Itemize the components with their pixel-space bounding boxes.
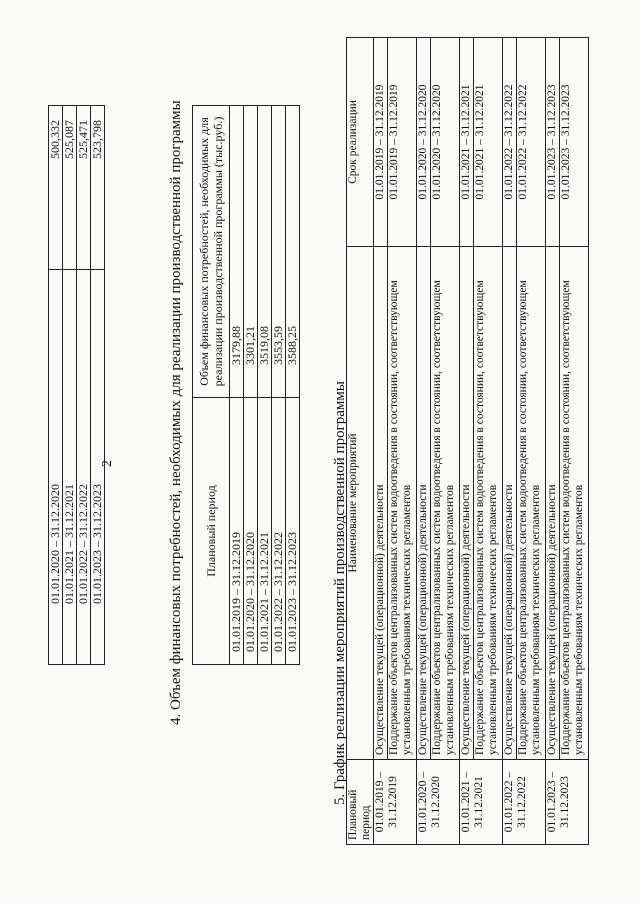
table-row bbox=[258, 106, 272, 665]
table-row bbox=[244, 106, 258, 665]
activity-cell: Осуществление текущей (операционной) деятельности bbox=[460, 247, 474, 760]
table-row bbox=[272, 106, 286, 665]
period-cell: 01.01.2022 – 31.12.2022 bbox=[503, 760, 546, 845]
period-cell: 01.01.2021 – 31.12.2021 bbox=[258, 398, 272, 665]
schedule-table bbox=[346, 37, 589, 845]
financial-needs-table bbox=[192, 105, 300, 665]
table-header-row bbox=[347, 38, 374, 845]
period-cell: 01.01.2022 – 31.12.2022 bbox=[77, 270, 91, 665]
activity-cell: Поддержание объектов централизованных систем водоотведения в состоянии, соответствующем установленным требованиям технических регламентов bbox=[474, 247, 503, 760]
amount-cell: 3553,59 bbox=[272, 106, 286, 398]
activity-cell: Поддержание объектов централизованных систем водоотведения в состоянии, соответствующем установленным требованиям технических регламентов bbox=[560, 247, 589, 760]
period-cell: 01.01.2023 – 31.12.2023 bbox=[91, 270, 105, 665]
section-4-heading: 4. Объем финансовых потребностей, необходимых для реализации производственной программы bbox=[168, 100, 184, 725]
column-header-period: Плановый период bbox=[347, 760, 374, 845]
table-row bbox=[460, 38, 474, 845]
table-row bbox=[517, 38, 546, 845]
table-row bbox=[474, 38, 503, 845]
table-row bbox=[431, 38, 460, 845]
activity-cell: Поддержание объектов централизованных систем водоотведения в состоянии, соответствующем установленным требованиям технических регламентов bbox=[517, 247, 546, 760]
amount-cell: 3301,21 bbox=[244, 106, 258, 398]
table-row bbox=[560, 38, 589, 845]
period-cell: 01.01.2023 – 31.12.2023 bbox=[546, 760, 589, 845]
activity-cell: Осуществление текущей (операционной) деятельности bbox=[417, 247, 431, 760]
table-row bbox=[388, 38, 417, 845]
period-cell: 01.01.2020 – 31.12.2020 bbox=[49, 270, 63, 665]
value-cell: 523,798 bbox=[91, 106, 105, 270]
value-cell: 525,087 bbox=[63, 106, 77, 270]
activity-cell: Осуществление текущей (операционной) деятельности bbox=[374, 247, 388, 760]
activity-cell: Поддержание объектов централизованных систем водоотведения в состоянии, соответствующем установленным требованиям технических регламентов bbox=[431, 247, 460, 760]
table-row bbox=[77, 106, 91, 665]
table-row bbox=[49, 106, 63, 665]
table-row bbox=[286, 106, 300, 665]
value-cell: 500,332 bbox=[49, 106, 63, 270]
value-cell: 525,471 bbox=[77, 106, 91, 270]
period-cell: 01.01.2023 – 31.12.2023 bbox=[286, 398, 300, 665]
term-cell: 01.01.2022 – 31.12.2022 bbox=[503, 38, 517, 247]
period-cell: 01.01.2020 – 31.12.2020 bbox=[244, 398, 258, 665]
table-row bbox=[230, 106, 244, 665]
table-row bbox=[63, 106, 77, 665]
activity-cell: Осуществление текущей (операционной) деятельности bbox=[503, 247, 517, 760]
term-cell: 01.01.2020 – 31.12.2020 bbox=[431, 38, 460, 247]
column-header-period: Плановый период bbox=[193, 398, 230, 665]
amount-cell: 3588,25 bbox=[286, 106, 300, 398]
term-cell: 01.01.2021 – 31.12.2021 bbox=[474, 38, 503, 247]
period-cell: 01.01.2021 – 31.12.2021 bbox=[460, 760, 503, 845]
amount-cell: 3519,08 bbox=[258, 106, 272, 398]
page-number: 2 bbox=[100, 460, 115, 467]
period-cell: 01.01.2021 – 31.12.2021 bbox=[63, 270, 77, 665]
table-row bbox=[546, 38, 560, 845]
term-cell: 01.01.2019 – 31.12.2019 bbox=[374, 38, 388, 247]
activity-cell: Осуществление текущей (операционной) деятельности bbox=[546, 247, 560, 760]
column-header-term: Срок реализации bbox=[347, 38, 374, 247]
section-5-heading: 5. График реализации мероприятий производственной программы bbox=[332, 381, 348, 805]
amount-cell: 3179,88 bbox=[230, 106, 244, 398]
period-cell: 01.01.2019 – 31.12.2019 bbox=[230, 398, 244, 665]
period-cell: 01.01.2020 – 31.12.2020 bbox=[417, 760, 460, 845]
continued-values-table bbox=[48, 105, 105, 665]
term-cell: 01.01.2020 – 31.12.2020 bbox=[417, 38, 431, 247]
activity-cell: Поддержание объектов централизованных систем водоотведения в состоянии, соответствующем установленным требованиям технических регламентов bbox=[388, 247, 417, 760]
term-cell: 01.01.2023 – 31.12.2023 bbox=[546, 38, 560, 247]
table-row bbox=[374, 38, 388, 845]
table-row bbox=[503, 38, 517, 845]
column-header-activity: Наименование мероприятий bbox=[347, 247, 374, 760]
table-header-row bbox=[193, 106, 230, 665]
term-cell: 01.01.2021 – 31.12.2021 bbox=[460, 38, 474, 247]
period-cell: 01.01.2022 – 31.12.2022 bbox=[272, 398, 286, 665]
term-cell: 01.01.2022 – 31.12.2022 bbox=[517, 38, 546, 247]
column-header-amount: Объем финансовых потребностей, необходимых для реализации производственной программы (тыс.руб.) bbox=[193, 106, 230, 398]
table-row bbox=[417, 38, 431, 845]
table-row bbox=[91, 106, 105, 665]
period-cell: 01.01.2019 – 31.12.2019 bbox=[374, 760, 417, 845]
term-cell: 01.01.2019 – 31.12.2019 bbox=[388, 38, 417, 247]
term-cell: 01.01.2023 – 31.12.2023 bbox=[560, 38, 589, 247]
